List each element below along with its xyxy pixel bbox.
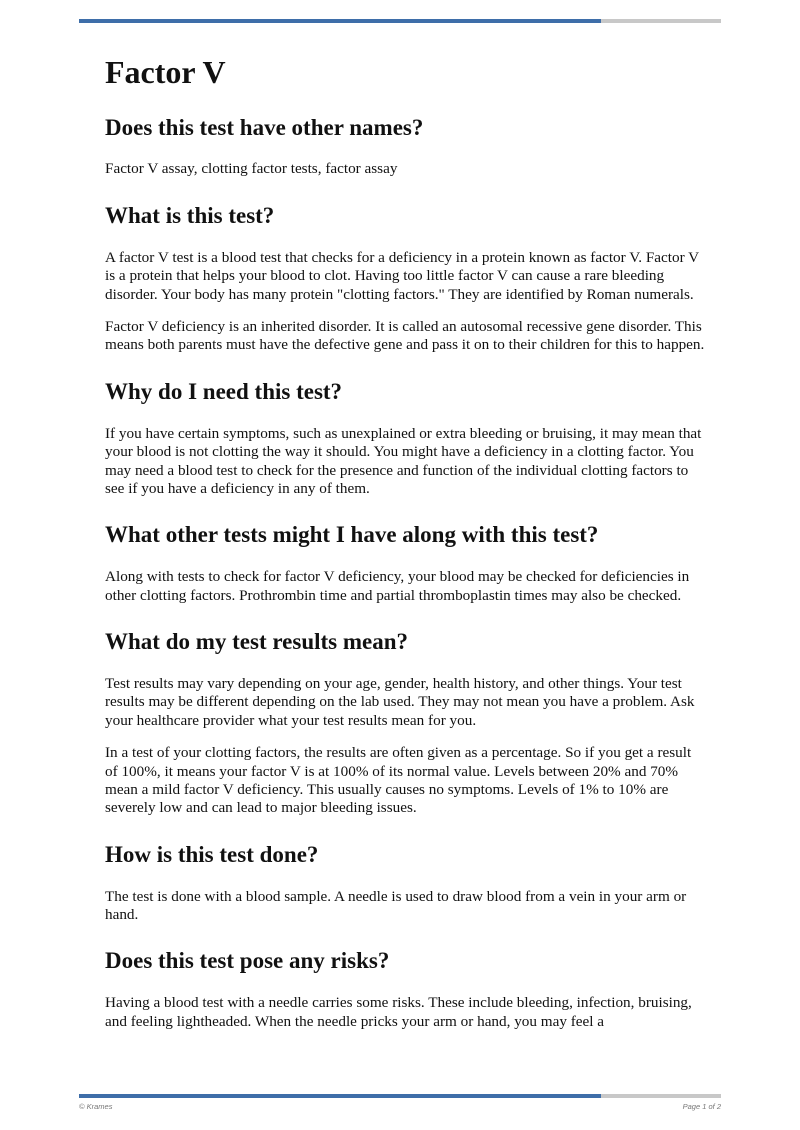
section-heading: How is this test done?	[105, 841, 319, 867]
section-risks	[105, 946, 705, 1031]
document-body	[105, 52, 705, 1053]
section-paragraph: Factor V assay, clotting factor tests, factor assay	[105, 160, 398, 178]
section-results-meaning	[105, 627, 705, 818]
section-paragraph: Factor V deficiency is an inherited disorder. It is called an autosomal recessive gene disorder. This means both parents must have the defective gene and pass it on to their children for this to happen.	[105, 318, 705, 354]
footer-page-number: Page 1 of 2	[682, 1102, 721, 1111]
section-heading: What do my test results mean?	[105, 629, 409, 655]
footer-progress-fill	[79, 1094, 601, 1098]
section-other-tests	[105, 520, 705, 605]
section-paragraph: The test is done with a blood sample. A needle is used to draw blood from a vein in your arm or hand.	[105, 887, 687, 924]
section-paragraph: In a test of your clotting factors, the results are often given as a percentage. So if you get a result of 100%, it means your factor V is at 100% of its normal value. Levels between 20% and 70% mean a mild factor V deficiency. This usually causes no symptoms. Levels of 1% to 10% are severely low and can lead to major bleeding issues.	[105, 744, 692, 817]
section-heading: What other tests might I have along with this test?	[105, 522, 599, 548]
section-paragraph: Having a blood test with a needle carries some risks. These include bleeding, infection, bruising, and feeling lightheaded. When the needle pricks your arm or hand, you may feel a	[105, 994, 692, 1030]
section-heading: Does this test pose any risks?	[105, 948, 390, 974]
section-heading: Does this test have other names?	[105, 114, 424, 140]
section-paragraph: Test results may vary depending on your age, gender, health history, and other things. Your test results may be different depending on the lab used. They may not mean you have a problem. Ask your healthcare provider what your test results mean for you.	[105, 674, 695, 729]
section-other-names	[105, 113, 705, 179]
section-paragraph: If you have certain symptoms, such as unexplained or extra bleeding or bruising, it may mean that your blood is not clotting the way it should. You might have a deficiency in a clotting factor. You may need a blood test to check for the presence and function of the individual clotting factors to see if you have a deficiency in any of them.	[105, 424, 702, 497]
section-paragraph: Along with tests to check for factor V deficiency, your blood may be checked for deficiencies in other clotting factors. Prothrombin time and partial thromboplastin times may also be checked.	[105, 568, 690, 604]
footer-progress-bar	[79, 1094, 721, 1098]
section-heading: Why do I need this test?	[105, 378, 343, 404]
page-title: Factor V	[105, 54, 226, 90]
section-how-done	[105, 840, 705, 925]
header-progress-bar	[79, 19, 721, 23]
section-heading: What is this test?	[105, 202, 275, 228]
section-why-need	[105, 377, 705, 499]
section-what-is-test	[105, 201, 705, 355]
section-paragraph: A factor V test is a blood test that checks for a deficiency in a protein known as factor V. Factor V is a protein that helps your blood to clot. Having too little factor V can cause a rare bleeding disorder. Your body has many protein "clotting factors." They are identified by Roman numerals.	[105, 248, 699, 303]
footer-copyright: © Krames	[79, 1102, 113, 1111]
header-progress-fill	[79, 19, 601, 23]
